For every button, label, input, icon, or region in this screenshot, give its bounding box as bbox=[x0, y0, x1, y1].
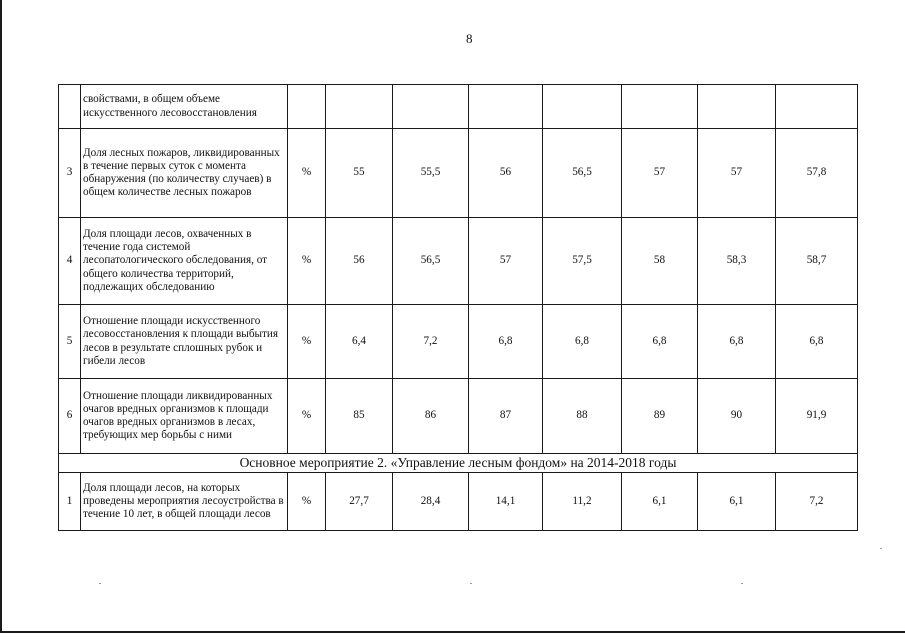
value-cell bbox=[469, 85, 543, 129]
scan-speck bbox=[741, 583, 743, 584]
row-number: 6 bbox=[59, 379, 81, 454]
unit-cell: % bbox=[288, 473, 326, 531]
table-row bbox=[59, 218, 858, 305]
table-row bbox=[59, 473, 858, 531]
value-cell: 85 bbox=[326, 379, 393, 454]
value-cell: 57 bbox=[469, 218, 543, 305]
page-number: 8 bbox=[466, 31, 473, 46]
value-cell bbox=[393, 85, 469, 129]
value-cell: 55 bbox=[326, 129, 393, 218]
value-cell: 58 bbox=[622, 218, 698, 305]
value-cell: 56 bbox=[326, 218, 393, 305]
value-cell: 6,1 bbox=[698, 473, 776, 531]
value-cell: 28,4 bbox=[393, 473, 469, 531]
value-cell: 6,8 bbox=[698, 305, 776, 379]
value-cell: 91,9 bbox=[776, 379, 858, 454]
value-cell: 6,8 bbox=[776, 305, 858, 379]
row-number bbox=[59, 85, 81, 129]
section-header-row bbox=[59, 454, 858, 473]
value-cell: 7,2 bbox=[776, 473, 858, 531]
value-cell: 57 bbox=[698, 129, 776, 218]
value-cell bbox=[622, 85, 698, 129]
scan-speck bbox=[470, 583, 472, 584]
unit-cell bbox=[288, 85, 326, 129]
value-cell: 57 bbox=[622, 129, 698, 218]
value-cell bbox=[543, 85, 622, 129]
section-header: Основное мероприятие 2. «Управление лесным фондом» на 2014-2018 годы bbox=[59, 454, 858, 473]
value-cell: 58,3 bbox=[698, 218, 776, 305]
row-number: 3 bbox=[59, 129, 81, 218]
value-cell: 6,8 bbox=[469, 305, 543, 379]
indicator-name: Доля площади лесов, охваченных в течение года системой лесопатологического обследования, от общего количества территорий, подлежащих обследованию bbox=[81, 218, 288, 305]
value-cell: 11,2 bbox=[543, 473, 622, 531]
unit-cell: % bbox=[288, 218, 326, 305]
scan-left-edge bbox=[0, 0, 2, 632]
value-cell: 6,8 bbox=[543, 305, 622, 379]
unit-cell: % bbox=[288, 305, 326, 379]
value-cell bbox=[326, 85, 393, 129]
indicator-name: Отношение площади искусственного лесовосстановления к площади выбытия лесов в результате сплошных рубок и гибели лесов bbox=[81, 305, 288, 379]
value-cell: 90 bbox=[698, 379, 776, 454]
row-number: 4 bbox=[59, 218, 81, 305]
value-cell: 55,5 bbox=[393, 129, 469, 218]
value-cell: 57,8 bbox=[776, 129, 858, 218]
value-cell: 56,5 bbox=[543, 129, 622, 218]
value-cell bbox=[776, 85, 858, 129]
value-cell: 89 bbox=[622, 379, 698, 454]
value-cell: 27,7 bbox=[326, 473, 393, 531]
indicator-name: Отношение площади ликвидированных очагов вредных организмов к площади очагов вредных организмов в лесах, требующих мер борьбы с ними bbox=[81, 379, 288, 454]
value-cell: 6,4 bbox=[326, 305, 393, 379]
table-row bbox=[59, 85, 858, 129]
table-row bbox=[59, 305, 858, 379]
unit-cell: % bbox=[288, 129, 326, 218]
scan-speck bbox=[880, 548, 882, 549]
scan-bottom-edge bbox=[0, 631, 905, 633]
value-cell: 14,1 bbox=[469, 473, 543, 531]
table-row bbox=[59, 379, 858, 454]
value-cell: 6,1 bbox=[622, 473, 698, 531]
indicator-name: Доля лесных пожаров, ликвидированных в течение первых суток с момента обнаружения (по количеству случаев) в общем количестве лесных пожаров bbox=[81, 129, 288, 218]
value-cell: 58,7 bbox=[776, 218, 858, 305]
indicators-table bbox=[58, 84, 858, 531]
value-cell: 86 bbox=[393, 379, 469, 454]
table-row bbox=[59, 129, 858, 218]
value-cell: 57,5 bbox=[543, 218, 622, 305]
indicator-name: свойствами, в общем объеме искусственного лесовосстановления bbox=[81, 85, 288, 129]
value-cell: 87 bbox=[469, 379, 543, 454]
row-number: 5 bbox=[59, 305, 81, 379]
row-number: 1 bbox=[59, 473, 81, 531]
value-cell: 6,8 bbox=[622, 305, 698, 379]
scan-speck bbox=[99, 583, 101, 584]
value-cell bbox=[698, 85, 776, 129]
value-cell: 56,5 bbox=[393, 218, 469, 305]
value-cell: 88 bbox=[543, 379, 622, 454]
unit-cell: % bbox=[288, 379, 326, 454]
indicator-name: Доля площади лесов, на которых проведены мероприятия лесоустройства в течение 10 лет, в общей площади лесов bbox=[81, 473, 288, 531]
value-cell: 56 bbox=[469, 129, 543, 218]
value-cell: 7,2 bbox=[393, 305, 469, 379]
